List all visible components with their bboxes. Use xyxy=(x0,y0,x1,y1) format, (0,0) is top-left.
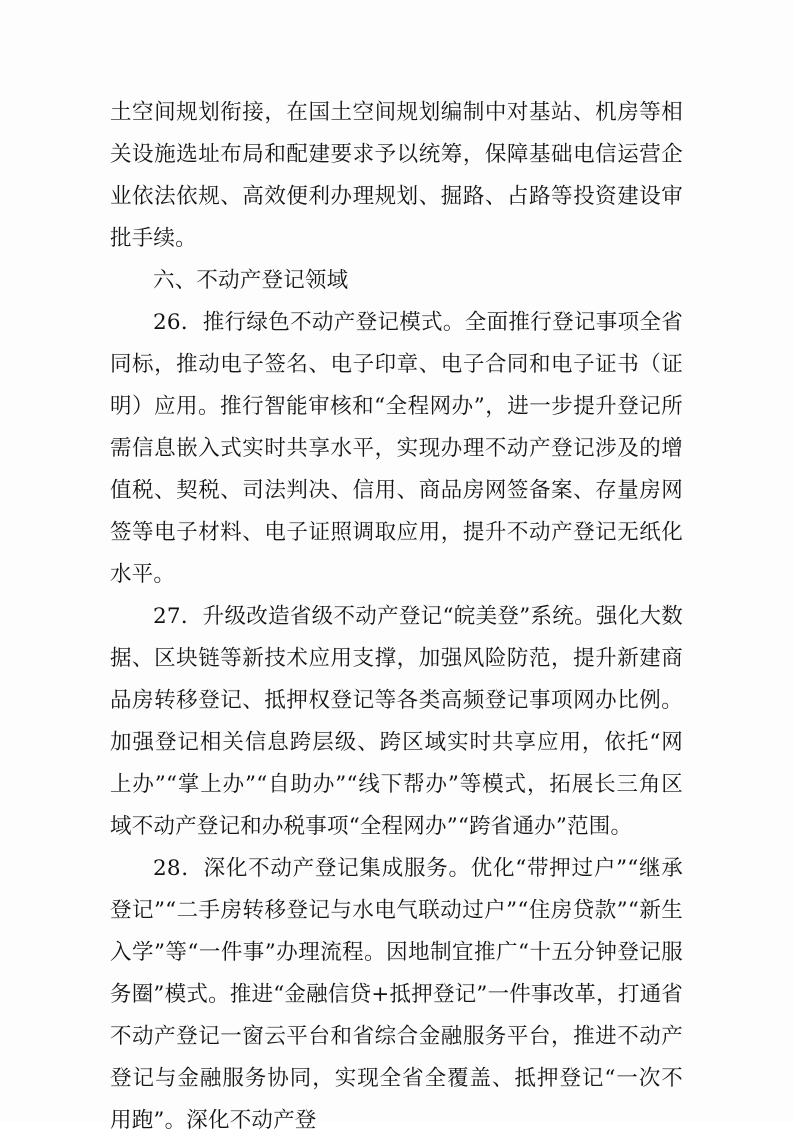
paragraph-continuation-top: 土空间规划衔接，在国土空间规划编制中对基站、机房等相关设施选址布局和配建要求予以统筹，保障基础电信运营企业依法依规、高效便利办理规划、掘路、占路等投资建设审批手续。 xyxy=(110,100,683,251)
section-heading-six: 六、不动产登记领域 xyxy=(153,268,349,293)
document-body xyxy=(110,92,683,1142)
paragraph-item-28: 28．深化不动产登记集成服务。优化“带押过户”“继承登记”“二手房转移登记与水电气联动过户”“住房贷款”“新生入学”等“一件事”办理流程。因地制宜推广“十五分钟登记服务圈”模式。推进“金融信贷+抵押登记”一件事改革，打通省不动产登记一窗云平台和省综合金融服务平台，推进不动产登记与金融服务协同，实现全省全覆盖、抵押登记“一次不用跑”。深化不动产登 xyxy=(110,856,683,1133)
paragraph-item-26: 26．推行绿色不动产登记模式。全面推行登记事项全省同标，推动电子签名、电子印章、电子合同和电子证书（证明）应用。推行智能审核和“全程网办”，进一步提升登记所需信息嵌入式实时共享水平，实现办理不动产登记涉及的增值税、契税、司法判决、信用、商品房网签备案、存量房网签等电子材料、电子证照调取应用，提升不动产登记无纸化水平。 xyxy=(110,310,683,587)
paragraph-item-27: 27．升级改造省级不动产登记“皖美登”系统。强化大数据、区块链等新技术应用支撑，加强风险防范，提升新建商品房转移登记、抵押权登记等各类高频登记事项网办比例。加强登记相关信息跨层级、跨区域实时共享应用，依托“网上办”“掌上办”“自助办”“线下帮办”等模式，拓展长三角区域不动产登记和办税事项“全程网办”“跨省通办”范围。 xyxy=(110,604,683,839)
